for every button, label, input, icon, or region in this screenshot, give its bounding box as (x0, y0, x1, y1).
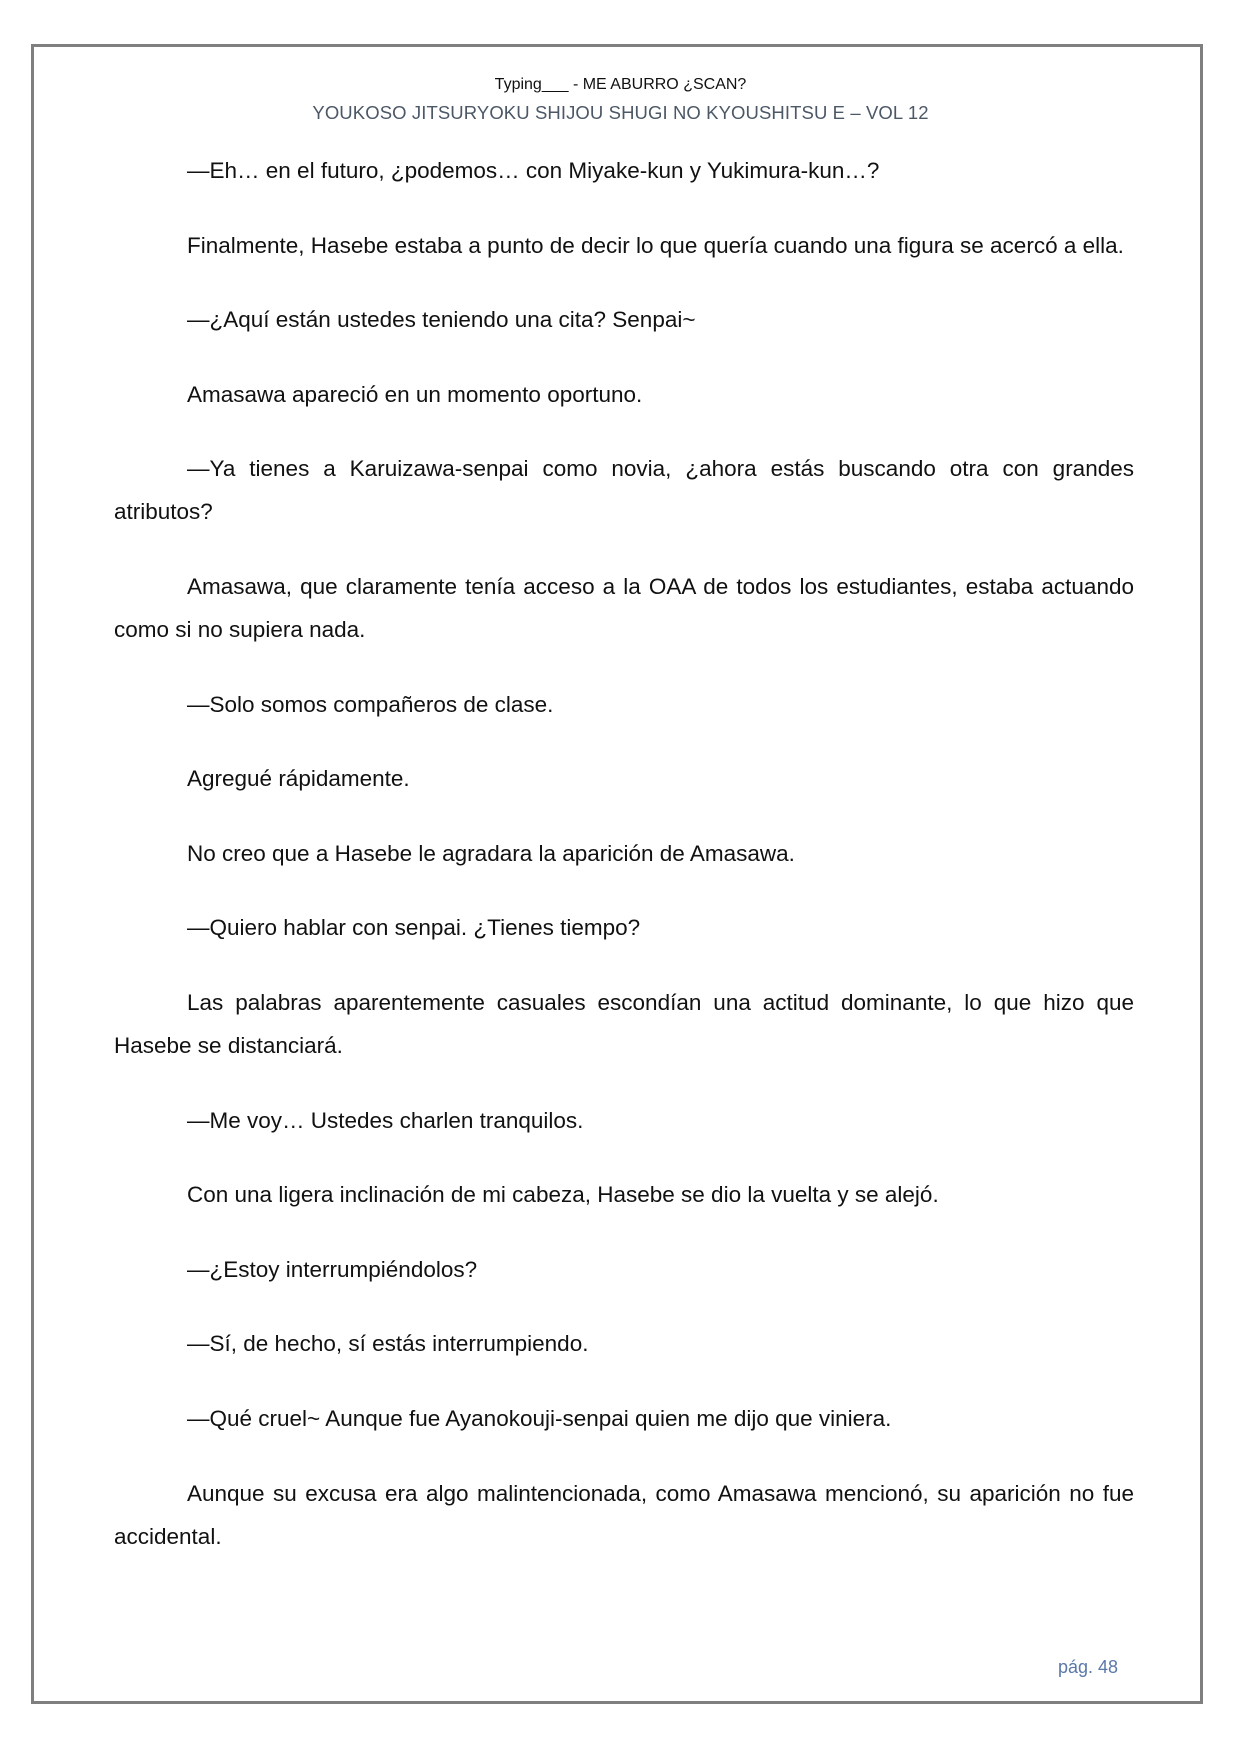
paragraph: —Quiero hablar con senpai. ¿Tienes tiempo? (187, 915, 641, 941)
paragraph: —Sí, de hecho, sí estás interrumpiendo. (187, 1331, 589, 1357)
paragraph: —Solo somos compañeros de clase. (187, 691, 554, 717)
paragraph: Con una ligera inclinación de mi cabeza, Hasebe se dio la vuelta y se alejó. (187, 1182, 939, 1208)
paragraph: Finalmente, Hasebe estaba a punto de decir lo que quería cuando una figura se acercó a ella. (187, 232, 1124, 258)
header-scan-credit: Typing___ - ME ABURRO ¿SCAN? (494, 76, 747, 93)
paragraph: No creo que a Hasebe le agradara la aparición de Amasawa. (187, 840, 795, 866)
paragraph: Amasawa, que claramente tenía acceso a la OAA de todos los estudiantes, estaba actuando como si no supiera nada. (114, 573, 1134, 642)
paragraph: —Ya tienes a Karuizawa-senpai como novia, ¿ahora estás buscando otra con grandes atributos? (114, 456, 1134, 525)
paragraph: —¿Estoy interrumpiéndolos? (187, 1256, 478, 1282)
paragraph: —Qué cruel~ Aunque fue Ayanokouji-senpai quien me dijo que viniera. (187, 1405, 892, 1431)
paragraph: —¿Aquí están ustedes teniendo una cita? Senpai~ (187, 307, 696, 333)
paragraph: Las palabras aparentemente casuales escondían una actitud dominante, lo que hizo que Hasebe se distanciará. (114, 989, 1134, 1058)
page-number: pág. 48 (1058, 1657, 1119, 1677)
paragraph: Amasawa apareció en un momento oportuno. (187, 381, 643, 407)
document-body (114, 149, 1134, 1589)
paragraph: Aunque su excusa era algo malintencionada, como Amasawa mencionó, su aparición no fue accidental. (114, 1480, 1134, 1549)
header-book-title: YOUKOSO JITSURYOKU SHIJOU SHUGI NO KYOUSHITSU E – VOL 12 (312, 102, 929, 123)
paragraph: —Me voy… Ustedes charlen tranquilos. (187, 1107, 584, 1133)
paragraph: Agregué rápidamente. (187, 766, 410, 792)
paragraph: —Eh… en el futuro, ¿podemos… con Miyake-kun y Yukimura-kun…? (187, 158, 880, 183)
